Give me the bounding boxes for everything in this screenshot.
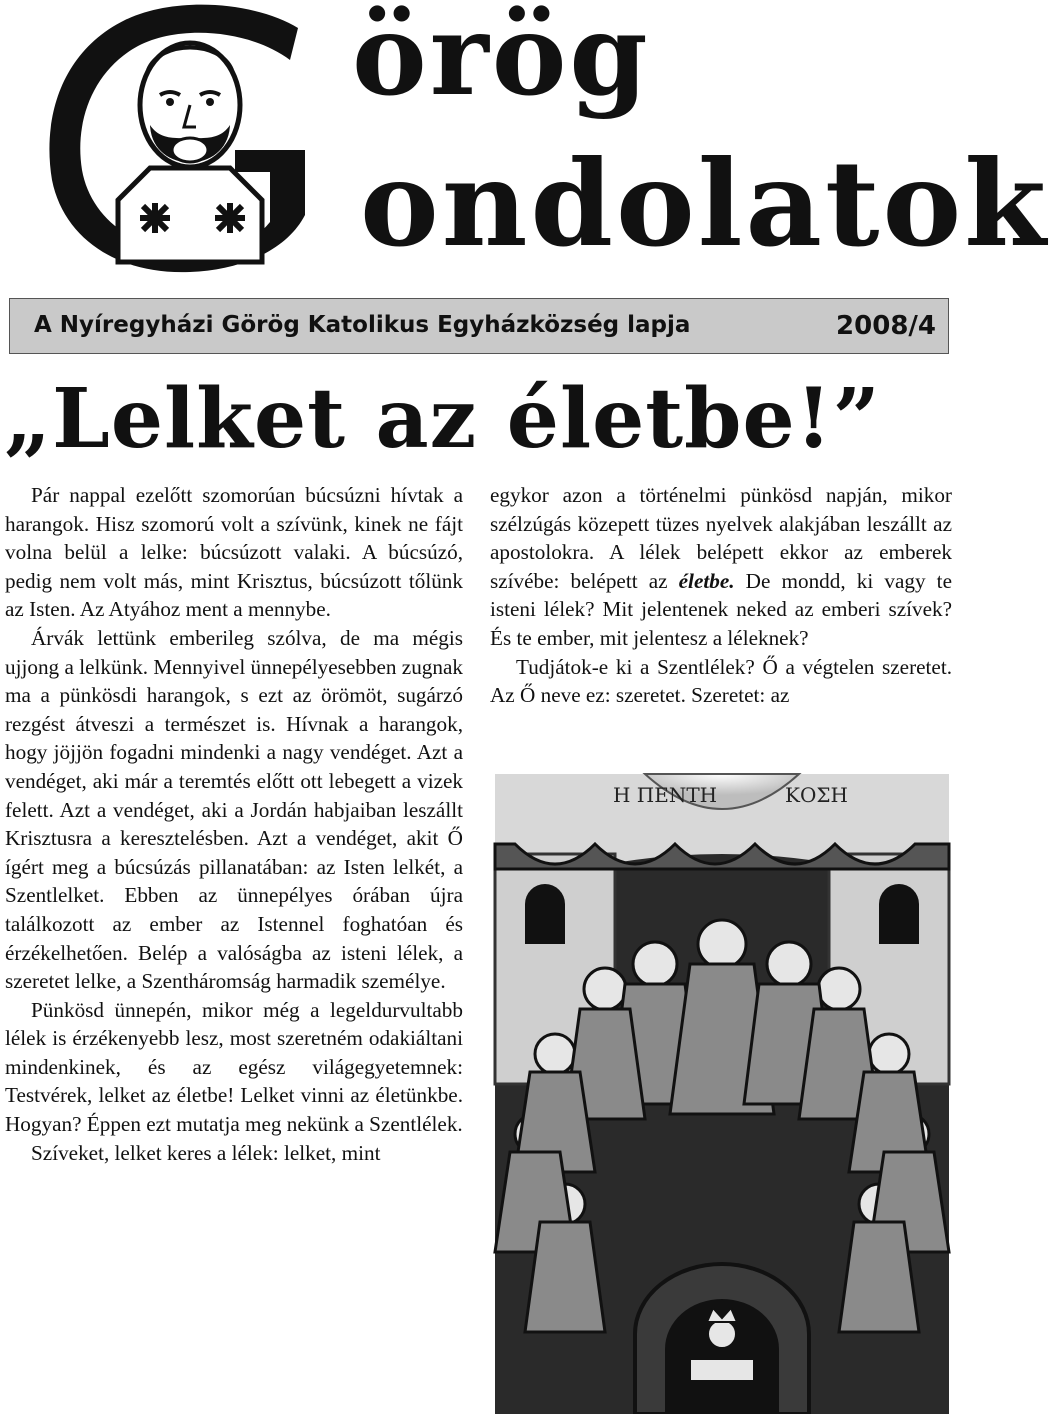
publication-banner: [9, 298, 949, 354]
masthead-word-1: örög: [352, 0, 651, 121]
article-text: De mondd, ki vagy te isteni lélek? Mit jelentenek neked az emberi szívek? És te ember, mit jelentesz a léleknek?: [490, 568, 952, 650]
article-paragraph: Árvák lettünk emberileg szólva, de ma mégis ujjong a lelkünk. Mennyivel ünnepélyesebben zugnak ma a pünkösdi harangok, s ezt az örömöt, sugárzó rezgést átveszi a természet is. Hívnak a harangok, hogy jöjjön fogadni mindenki a nagy vendéget. Azt a vendéget, aki már a teremtés előtt ott lebegett a vizek felett. Azt a vendéget, aki a Jordán habjaiban leszállt Krisztusra a keresztelésben. Azt a vendéget, akit Ő ígért meg a búcsúzás pillanatában: az Isten lelkét, a Szentlelket. Ebben az ünnepélyes órában újra találkozott az ember az Istennel foghatóan és érzékelhetően. Belép a valóságba az isteni lélek, a szeretet lelke, a Szentháromság harmadik személye.: [5, 625, 463, 994]
icon-inscription-left: Η ΠΕΝΤΗ: [613, 783, 718, 807]
masthead-word-2: ondolatok: [360, 134, 1049, 273]
article-text: egykor azon a történelmi pünkösd napján, mikor szélzúgás közepett tüzes nyelvek alakjában leszállt az apostolokra. A lélek belépett ekkor az emberek szívébe: belépett az: [490, 483, 952, 593]
article-paragraph: [490, 481, 952, 653]
article-column-left: [5, 481, 463, 1167]
article-paragraph: Pár nappal ezelőtt szomorúan búcsúzni hívtak a harangok. Hisz szomorú volt a szívünk, kinek ne fájt volna belül a lelke: búcsúzott valaki. A búcsúzó, pedig nem volt más, mint Krisztus, búcsúzott tőlünk az Isten. Az Atyához ment a mennybe.: [5, 483, 463, 622]
article-paragraph: Pünkösd ünnepén, mikor még a legeldurvultabb lélek is érzékenyebb lesz, most szeretném odakiáltani mindenkinek, és az egész világegyetemnek: Testvérek, lelket az életbe! Lelket vinni az életünkbe. Hogyan? Éppen ezt mutatja meg nekünk a Szentlélek.: [5, 997, 463, 1137]
publication-title: A Nyíregyházi Görög Katolikus Egyházközség lapja: [34, 312, 691, 338]
article-column-right: [490, 481, 952, 710]
emphasized-word: életbe.: [678, 568, 735, 593]
article-paragraph: Szíveket, lelket keres a lélek: lelket, mint: [31, 1140, 381, 1165]
issue-number: 2008/4: [836, 311, 936, 341]
pentecost-icon-image: [495, 774, 949, 1414]
article-headline: „Lelket az életbe!”: [4, 371, 881, 467]
masthead: [0, 0, 1049, 290]
article-paragraph: Tudjátok-e ki a Szentlélek? Ő a végtelen szeretet. Az Ő neve ez: szeretet. Szeretet: az: [490, 654, 952, 708]
icon-inscription-right: ΚΟΣΗ: [785, 783, 848, 807]
logo-saint-g-icon: [30, 0, 350, 275]
